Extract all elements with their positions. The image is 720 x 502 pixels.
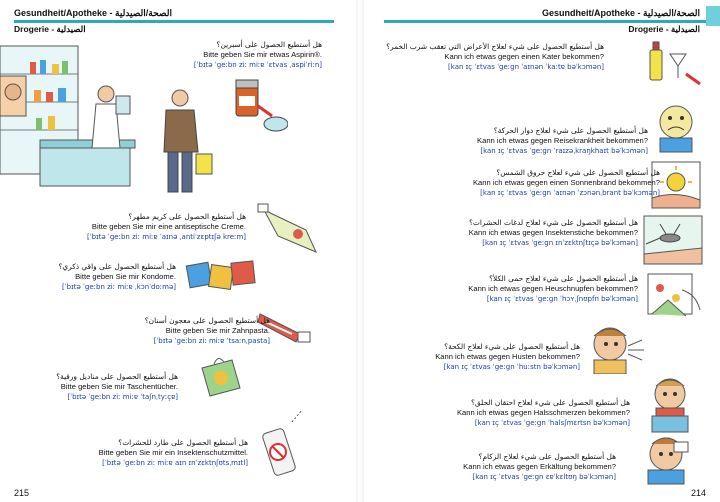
entry-phonetic: [ˈbɪtə ˈgeːbn ziː miːɐ ˈɛtvas ˌaspiˈriːn]: [193, 61, 322, 69]
page-number: 214: [690, 488, 706, 498]
entry-phonetic: [kan ɪç ˈɛtvas ˈgeːgn ˈaɪnən ˈkaːtɐ bəˈkɔmən]: [448, 63, 604, 71]
entry-arabic: هل أستطيع الحصول على واقي ذكري؟: [58, 262, 176, 271]
entry-arabic: هل أستطيع الحصول على شيء لعلاج احتقان الحلق؟: [470, 398, 630, 407]
book-gutter: [356, 0, 364, 502]
header-title-de: Gesundheit/Apotheke -: [14, 8, 113, 18]
entry-cough: [435, 342, 580, 372]
entry-travel-sickness: [477, 126, 648, 156]
entry-hay-fever: [468, 274, 638, 304]
subheader-ar: الصيدلية: [56, 24, 86, 34]
cough-illustration: [584, 322, 648, 374]
subheader-de: Drogerie -: [628, 24, 669, 34]
entry-phonetic: [ˈbɪtə ˈgeːbn ziː miːɐ ˈaɪnə ˌantiˈzɛptɪʃə kreːm]: [86, 233, 246, 241]
entry-arabic: هل أستطيع الحصول على كريم مطهر؟: [128, 212, 246, 221]
entry-sunburn: [473, 168, 660, 198]
entry-phonetic: [kan ɪç ˈɛtvas ˈgeːgn ˈaɪnən ˈzɔnənˌbrant bəˈkɔmən]: [480, 189, 660, 197]
entry-toothpaste: [145, 316, 270, 346]
header-bar: [14, 20, 334, 23]
entry-german: Kann ich etwas gegen Heuschnupfen bekommen?: [468, 284, 638, 293]
entry-german: Kann ich etwas gegen Erkältung bekommen?: [463, 462, 616, 471]
insect-repellent-illustration: [258, 404, 314, 480]
entry-arabic: هل أستطيع الحصول على أسبرين؟: [216, 40, 322, 49]
entry-hangover: [386, 42, 604, 72]
entry-insect-repellent: [99, 438, 248, 468]
cold-illustration: [634, 430, 700, 486]
entry-phonetic: [ˈbɪtə ˈgeːbn ziː miːɐ ˈtsaːnˌpasta]: [153, 337, 270, 345]
pharmacy-scene-illustration: [0, 36, 215, 198]
insect-bite-illustration: [642, 214, 704, 266]
left-subheader: [14, 24, 86, 35]
entry-german: Kann ich etwas gegen Halsschmerzen bekommen?: [456, 408, 630, 417]
entry-german: Kann ich etwas gegen einen Kater bekommen?: [444, 52, 604, 61]
hangover-illustration: [646, 40, 702, 94]
section-tab: [706, 6, 720, 26]
hay-fever-illustration: [646, 270, 704, 326]
entry-insect-bites: [469, 218, 638, 248]
entry-german: Kann ich etwas gegen einen Sonnenbrand bekommen?: [472, 178, 660, 187]
entry-phonetic: [kan ɪç ˈɛtvas ˈgeːgn ɪnˈzɛktnʃtɪçə bəˈkɔmən]: [482, 239, 638, 247]
header-bar: [384, 20, 706, 23]
tissues-illustration: [196, 354, 244, 404]
entry-arabic: هل أستطيع الحصول على شيء لعلاج لدغات الحشرات؟: [468, 218, 638, 227]
entry-antiseptic: [87, 212, 246, 242]
entry-arabic: هل أستطيع الحصول على شيء لعلاج الكحة؟: [444, 342, 580, 351]
entry-german: Bitte geben Sie mir Kondome.: [75, 272, 176, 281]
entry-condoms: [58, 262, 176, 292]
entry-phonetic: [kan ɪç ˈɛtvas ˈgeːgn ˈhalsʃmɛrtsn bəˈkɔmən]: [474, 419, 630, 427]
entry-phonetic: [ˈbɪtə ˈgeːbn ziː miːɐ ˈtaʃnˌtyːçɐ]: [67, 393, 178, 401]
right-page: [364, 0, 720, 502]
entry-arabic: هل أستطيع الحصول على شيء لعلاج حمى الكلأ؟: [489, 274, 638, 283]
page-number: 215: [14, 488, 30, 498]
entry-german: Bitte geben Sie mir etwas Aspirin®.: [203, 50, 322, 59]
entry-sore-throat: [457, 398, 630, 428]
aspirin-bottle-illustration: [228, 76, 288, 136]
entry-german: Kann ich etwas gegen Husten bekommen?: [435, 352, 580, 361]
subheader-de: Drogerie -: [14, 24, 55, 34]
travel-sickness-illustration: [650, 96, 700, 154]
entry-arabic: هل أستطيع الحصول على شيء لعلاج دوار الحركة؟: [493, 126, 648, 135]
entry-tissues: [56, 372, 178, 402]
entry-german: Kann ich etwas gegen Reisekrankheit bekommen?: [477, 136, 648, 145]
entry-phonetic: [kan ɪç ˈɛtvas ˈgeːgn ˈhuːstn bəˈkɔmən]: [443, 363, 580, 371]
header-title-de: Gesundheit/Apotheke -: [542, 8, 641, 18]
entry-arabic: هل أستطيع الحصول على طارد للحشرات؟: [118, 438, 248, 447]
entry-aspirin: [194, 40, 322, 70]
entry-phonetic: [kan ɪç ˈɛtvas ˈgeːgn ɛɐˈkɛltʊŋ bəˈkɔmən]: [472, 473, 616, 481]
entry-cold: [463, 452, 616, 482]
entry-arabic: هل أستطيع الحصول على شيء لعلاج الأعراض التي تعقب شرب الخمر؟: [386, 42, 604, 51]
entry-german: Bitte geben Sie mir Taschentücher.: [60, 382, 178, 391]
entry-phonetic: [ˈbɪtə ˈgeːbn ziː miːɐ aɪn ɪnˈzɛktnʃʊtsˌmɪtl]: [102, 459, 248, 467]
header-title-ar: الصحة/الصيدلية: [643, 8, 700, 18]
entry-phonetic: [kan ɪç ˈɛtvas ˈgeːgn ˈhɔʏˌʃnʊpfn bəˈkɔmən]: [486, 295, 638, 303]
entry-arabic: هل أستطيع الحصول على شيء لعلاج حروق الشمس؟: [496, 168, 660, 177]
sore-throat-illustration: [640, 374, 702, 434]
entry-arabic: هل أستطيع الحصول على شيء لعلاج الزكام؟: [478, 452, 616, 461]
entry-german: Kann ich etwas gegen Insektenstiche bekommen?: [468, 228, 638, 237]
header-title-ar: الصحة/الصيدلية: [115, 8, 172, 18]
left-page: [0, 0, 356, 502]
cream-tube-illustration: [256, 200, 328, 260]
entry-arabic: هل أستطيع الحصول على مناديل ورقية؟: [56, 372, 178, 381]
entry-german: Bitte geben Sie mir eine antiseptische Creme.: [91, 222, 246, 231]
entry-arabic: هل أستطيع الحصول على معجون أسنان؟: [144, 316, 270, 325]
entry-german: Bitte geben Sie mir ein Insektenschutzmittel.: [98, 448, 248, 457]
entry-phonetic: [ˈbɪtə ˈgeːbn ziː miːɐ ˌkɔnˈdoːmə]: [62, 283, 176, 291]
entry-german: Bitte geben Sie mir Zahnpasta.: [165, 326, 270, 335]
right-subheader: [628, 24, 700, 35]
condoms-illustration: [184, 258, 268, 294]
entry-phonetic: [kan ɪç ˈɛtvas ˈgeːgn ˈraɪzəˌkraŋkhaɪt bəˈkɔmən]: [480, 147, 648, 155]
subheader-ar: الصيدلية: [670, 24, 700, 34]
